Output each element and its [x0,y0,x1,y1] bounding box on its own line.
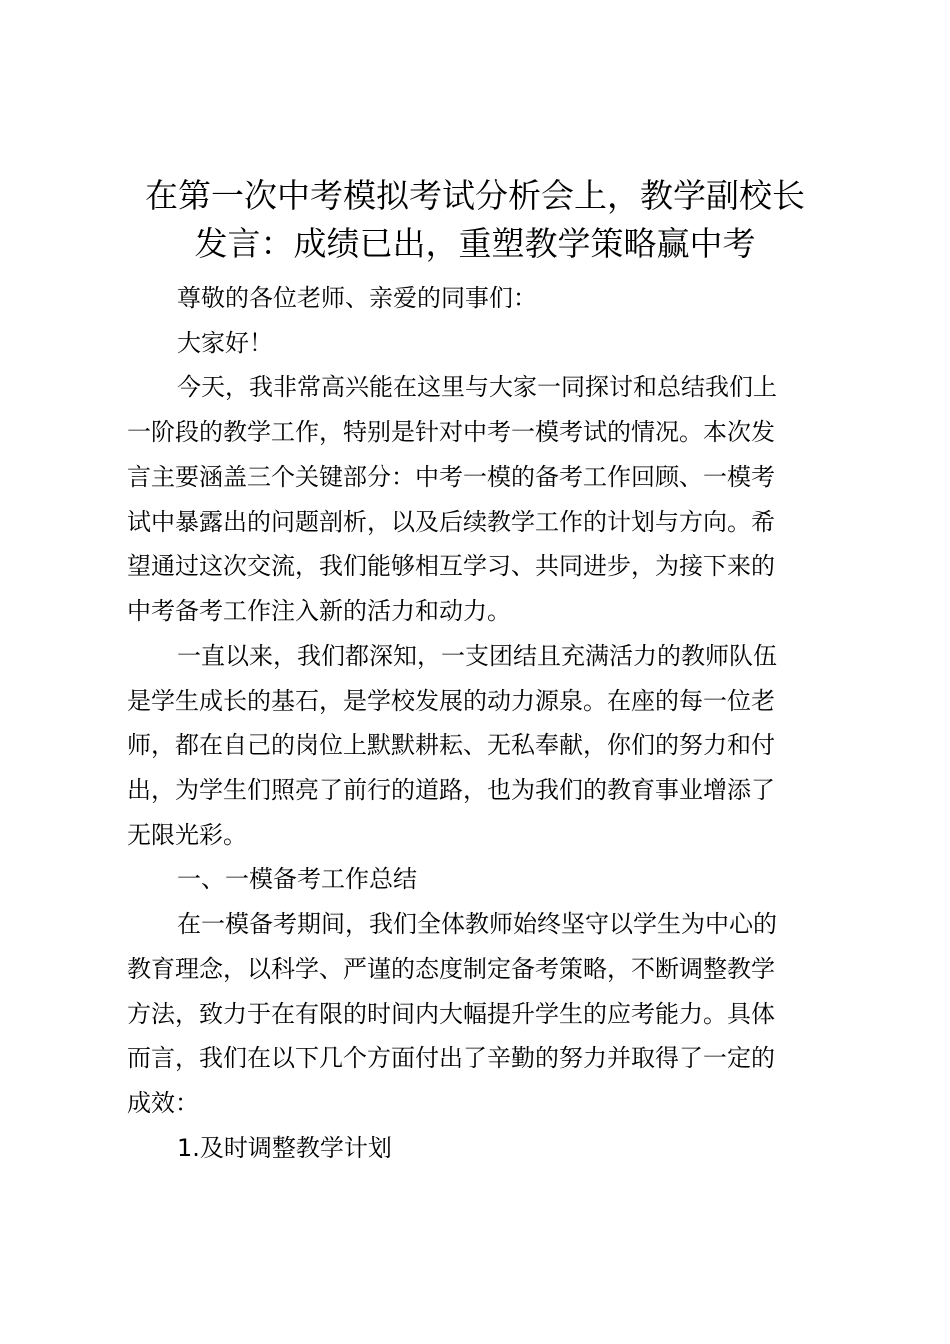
paragraph-line: 今天，我非常高兴能在这里与大家一同探讨和总结我们上 [177,373,777,401]
salutation: 尊敬的各位老师、亲爱的同事们： [177,284,537,312]
paragraph-line: 是学生成长的基石，是学校发展的动力源泉。在座的每一位老 [127,687,775,715]
paragraph-line: 望通过这次交流，我们能够相互学习、共同进步，为接下来的 [127,552,775,580]
greeting: 大家好！ [177,329,273,357]
paragraph-line: 出，为学生们照亮了前行的道路，也为我们的教育事业增添了 [127,776,775,804]
paragraph-line: 无限光彩。 [127,821,247,849]
paragraph-line: 而言，我们在以下几个方面付出了辛勤的努力并取得了一定的 [127,1044,775,1072]
document-title [110,172,840,268]
title-line-2: 发言：成绩已出，重塑教学策略赢中考 [194,224,756,263]
paragraph-line: 中考备考工作注入新的活力和动力。 [127,597,511,625]
paragraph-line: 师，都在自己的岗位上默默耕耘、无私奉献，你们的努力和付 [127,731,775,759]
title-line-1: 在第一次中考模拟考试分析会上，教学副校长 [145,176,805,215]
paragraph-line: 成效： [127,1089,199,1117]
paragraph-line: 一阶段的教学工作，特别是针对中考一模考试的情况。本次发 [127,418,775,446]
paragraph-line: 教育理念，以科学、严谨的态度制定备考策略，不断调整教学 [127,955,775,983]
paragraph-line: 试中暴露出的问题剖析，以及后续教学工作的计划与方向。希 [127,508,775,536]
paragraph-line: 言主要涵盖三个关键部分：中考一模的备考工作回顾、一模考 [127,463,775,491]
paragraph-line: 方法，致力于在有限的时间内大幅提升学生的应考能力。具体 [127,1000,775,1028]
section-heading: 一、一模备考工作总结 [177,865,417,893]
paragraph-line: 在一模备考期间，我们全体教师始终坚守以学生为中心的 [177,910,777,938]
subheading: 1.及时调整教学计划 [177,1134,392,1162]
paragraph-line: 一直以来，我们都深知，一支团结且充满活力的教师队伍 [177,642,777,670]
